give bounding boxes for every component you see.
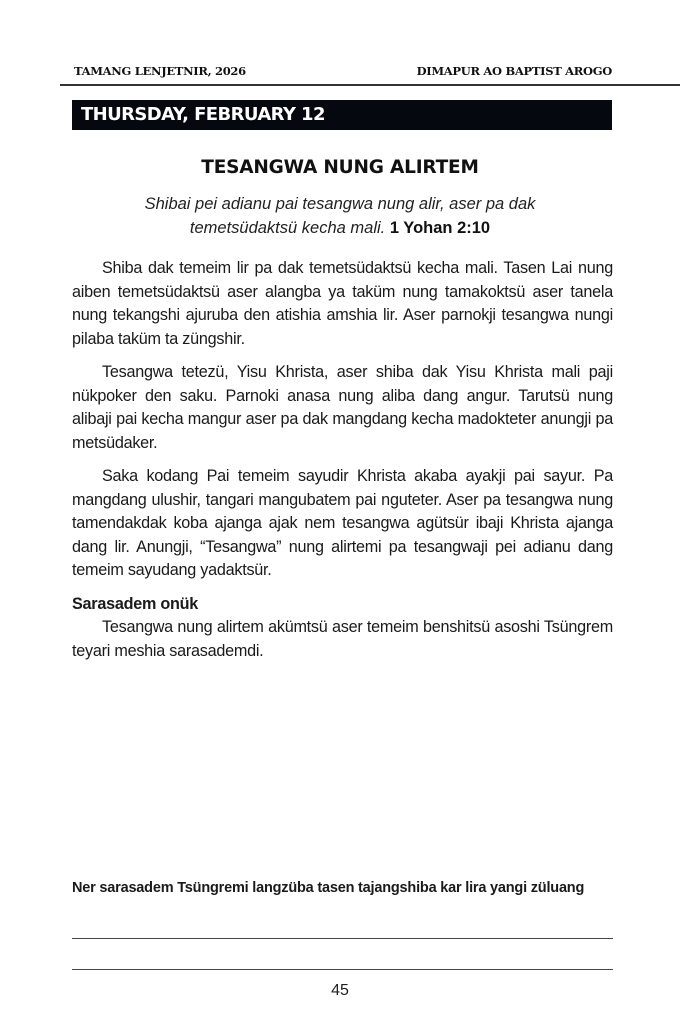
devotion-title: TESANGWA NUNG ALIRTEM — [201, 157, 479, 178]
writing-line — [72, 969, 613, 970]
reflection-text: Tesangwa nung alirtem akümtsü aser temeim benshitsü asoshi Tsüngrem teyari meshia sarasademdi. — [72, 618, 613, 660]
running-header-left: TAMANG LENJETNIR, 2026 — [74, 64, 246, 78]
paragraph: Shiba dak temeim lir pa dak temetsüdaktsü kecha mali. Tasen Lai nung aiben temetsüdaktsü aser alangba ya taküm nung tamakoktsü aser tanela nung tekangshi ajuruba den atishia amshia lir. Aser parnokji tesangwa nungi pilaba taküm ta züngshir. — [72, 259, 613, 348]
date-banner — [72, 100, 612, 130]
page-number: 45 — [331, 982, 349, 999]
devotion-body — [72, 257, 613, 673]
paragraph: Tesangwa tetezü, Yisu Khrista, aser shiba dak Yisu Khrista mali paji nükpoker den saku. Parnoki anasa nung aliba dang angur. Tarutsü nung alibaji pai kecha mangur aser pa dak mangdang kecha madokteter anungji pa metsüdaker. — [72, 363, 613, 452]
verse-reference: 1 Yohan 2:10 — [389, 218, 491, 237]
key-verse — [110, 193, 570, 240]
verse-text: Shibai pei adianu pai tesangwa nung alir, aser pa dak temetsüdaktsü kecha mali. — [144, 195, 536, 237]
running-header-right: DIMAPUR AO BAPTIST AROGO — [416, 64, 612, 78]
header-rule — [60, 84, 680, 86]
paragraph: Saka kodang Pai temeim sayudir Khrista akaba ayakji pai sayur. Pa mangdang ulushir, tangari mangubatem pai nguteter. Aser pa tesangwa nung tamendakdak koba ajanga ajak nem tesangwa agütsür ibaji Khrista ajanga dang lir. Anungji, “Tesangwa” nung alirtemi pa tesangwaji pei adianu dang temeim sayudang yadaktsür. — [72, 467, 613, 579]
journal-prompt: Ner sarasadem Tsüngremi langzüba tasen tajangshiba kar lira yangi züluang — [72, 880, 585, 896]
reflection-heading: Sarasadem onük — [72, 594, 199, 613]
date-label: THURSDAY, FEBRUARY 12 — [81, 104, 325, 125]
writing-line — [72, 938, 613, 939]
